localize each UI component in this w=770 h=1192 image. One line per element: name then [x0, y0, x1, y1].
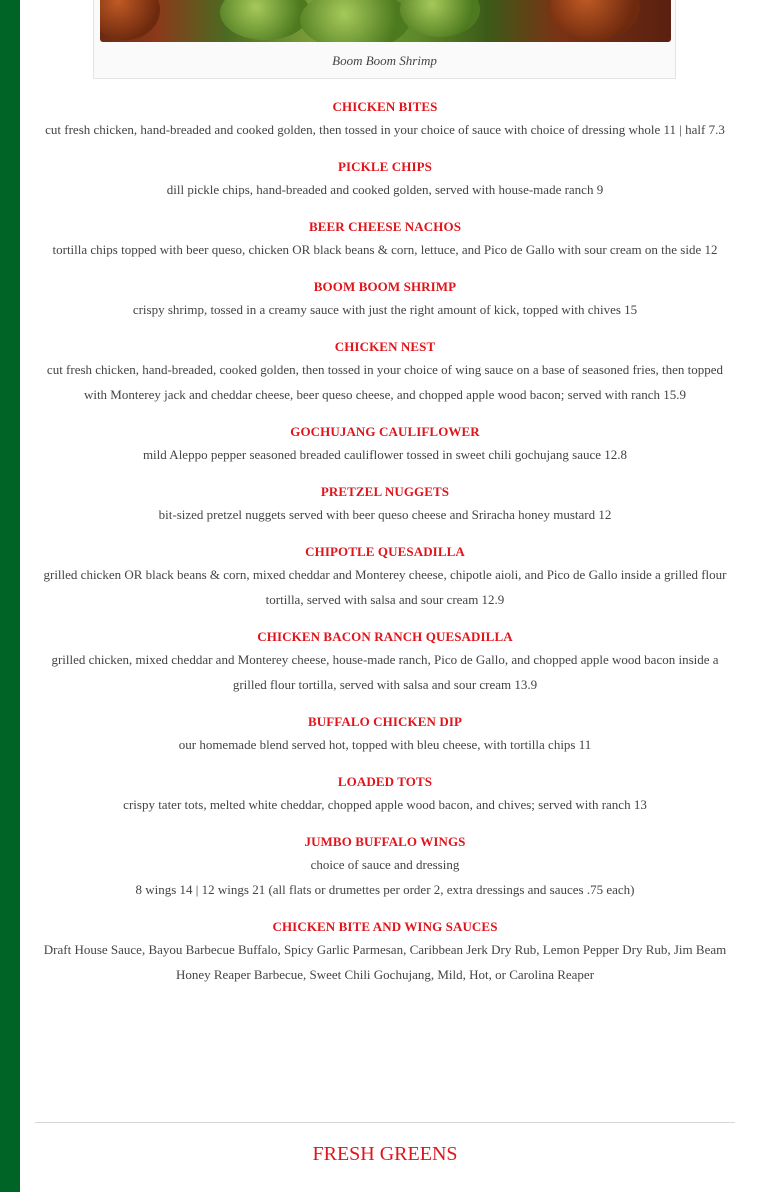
menu-item-name: CHIPOTLE QUESADILLA — [305, 544, 465, 559]
menu-item — [35, 337, 735, 407]
menu-item-description: dill pickle chips, hand-breaded and cooked golden, served with house-made ranch 9 — [166, 182, 604, 197]
menu-item-name: CHICKEN BACON RANCH QUESADILLA — [257, 629, 513, 644]
menu-item — [35, 157, 735, 202]
menu-item — [35, 542, 735, 612]
menu-item-description: choice of sauce and dressing — [310, 857, 460, 872]
menu-item — [35, 832, 735, 902]
menu-item-description: cut fresh chicken, hand-breaded, cooked golden, then tossed in your choice of wing sauce on a base of seasoned fries, then topped with Monterey jack and cheddar cheese, beer queso cheese, and chopped apple wood bacon; served with ranch 15.9 — [46, 362, 724, 402]
menu-item-description: crispy shrimp, tossed in a creamy sauce with just the right amount of kick, topped with chives 15 — [132, 302, 638, 317]
menu-item-description: our homemade blend served hot, topped with bleu cheese, with tortilla chips 11 — [178, 737, 592, 752]
menu-item — [35, 217, 735, 262]
menu-item-description: cut fresh chicken, hand-breaded and cooked golden, then tossed in your choice of sauce with choice of dressing whole 11 | half 7.3 — [45, 122, 725, 137]
menu-item — [35, 712, 735, 757]
menu-item-name: LOADED TOTS — [337, 774, 433, 789]
menu-item-name: CHICKEN BITE AND WING SAUCES — [272, 919, 498, 934]
photo-figure — [93, 0, 676, 79]
menu-item-description: crispy tater tots, melted white cheddar, chopped apple wood bacon, and chives; served with ranch 13 — [123, 797, 647, 812]
menu-item-description: tortilla chips topped with beer queso, chicken OR black beans & corn, lettuce, and Pico de Gallo with sour cream on the side 12 — [52, 242, 718, 257]
green-sidebar — [0, 0, 20, 1192]
menu-item-name: PRETZEL NUGGETS — [320, 484, 450, 499]
boom-boom-shrimp-photo — [100, 0, 671, 42]
menu-item — [35, 422, 735, 467]
section-title-fresh-greens: FRESH GREENS — [312, 1143, 458, 1165]
menu-item — [35, 277, 735, 322]
menu-item-description: Draft House Sauce, Bayou Barbecue Buffalo, Spicy Garlic Parmesan, Caribbean Jerk Dry Rub, Lemon Pepper Dry Rub, Jim Beam Honey Reaper Barbecue, Sweet Chili Gochujang, Mild, Hot, or Carolina Reaper — [43, 942, 727, 982]
menu-item-description: grilled chicken OR black beans & corn, mixed cheddar and Monterey cheese, chipotle aioli, and Pico de Gallo inside a grilled flour tortilla, served with salsa and sour cream 12.9 — [43, 567, 727, 607]
menu-item-description: mild Aleppo pepper seasoned breaded cauliflower tossed in sweet chili gochujang sauce 12.8 — [142, 447, 628, 462]
menu-item — [35, 482, 735, 527]
menu-item-name: GOCHUJANG CAULIFLOWER — [290, 424, 480, 439]
menu-item-name: CHICKEN BITES — [332, 99, 438, 114]
menu-item-description: grilled chicken, mixed cheddar and Monterey cheese, house-made ranch, Pico de Gallo, and chopped apple wood bacon inside a grilled flour tortilla, served with salsa and sour cream 13.9 — [51, 652, 719, 692]
menu-item-name: PICKLE CHIPS — [337, 159, 433, 174]
menu-item-description: bit-sized pretzel nuggets served with beer queso cheese and Sriracha honey mustard 12 — [158, 507, 612, 522]
section-divider — [35, 1122, 735, 1123]
appetizer-menu — [35, 97, 735, 1002]
menu-item-name: CHICKEN NEST — [334, 339, 436, 354]
menu-item — [35, 97, 735, 142]
menu-item-name: BEER CHEESE NACHOS — [308, 219, 462, 234]
menu-item — [35, 772, 735, 817]
menu-item-name: BUFFALO CHICKEN DIP — [307, 714, 463, 729]
menu-item — [35, 917, 735, 987]
menu-item-name: JUMBO BUFFALO WINGS — [304, 834, 466, 849]
menu-item — [35, 627, 735, 697]
menu-item-name: BOOM BOOM SHRIMP — [313, 279, 457, 294]
photo-caption: Boom Boom Shrimp — [332, 53, 437, 68]
menu-item-description: 8 wings 14 | 12 wings 21 (all flats or drumettes per order 2, extra dressings and sauces .75 each) — [135, 882, 635, 897]
